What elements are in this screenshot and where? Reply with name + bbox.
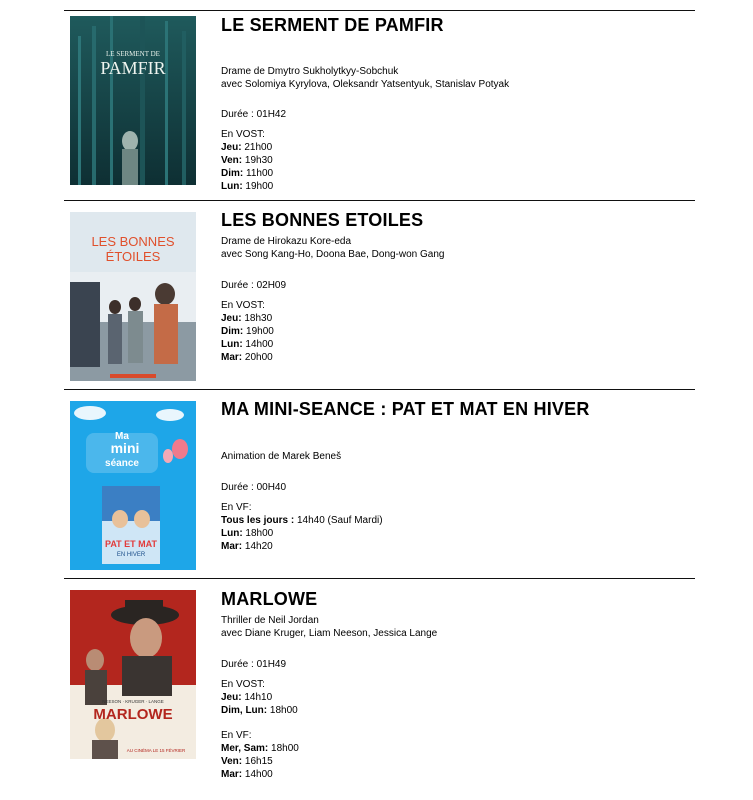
poster-subtitle2: EN HIVER [116, 552, 146, 558]
showtime-day: Jeu: [221, 142, 242, 153]
film-genre-director: Thriller de Neil Jordan [221, 615, 319, 626]
showtime-row [221, 325, 691, 338]
showtime-row [221, 312, 691, 325]
poster-title: MARLOWE [93, 706, 173, 723]
showtime-row [221, 141, 691, 154]
poster-image[interactable] [70, 590, 196, 759]
separator-rule [64, 200, 695, 201]
separator-rule [64, 10, 695, 11]
showtime-time: 19h30 [242, 155, 273, 166]
showtime-row [221, 154, 691, 167]
film-duration: Durée : 00H40 [221, 482, 287, 493]
showtime-day: Jeu: [221, 692, 242, 703]
film-title: LES BONNES ETOILES [221, 210, 424, 230]
showtime-day: Dim, Lun: [221, 705, 268, 716]
film-title: MA MINI-SEANCE : PAT ET MAT EN HIVER [221, 399, 590, 419]
showtime-day: Mer, Sam: [221, 743, 269, 754]
poster-title-line3: séance [105, 458, 139, 469]
showtime-time: 19h00 [243, 326, 274, 337]
showtime-time: 16h15 [242, 756, 273, 767]
showtime-time: 14h40 (Sauf Mardi) [294, 515, 383, 526]
film-cast: avec Solomiya Kyrylova, Oleksandr Yatsentyuk, Stanislav Potyak [221, 79, 510, 90]
film-title: LE SERMENT DE PAMFIR [221, 15, 444, 35]
showtime-time: 14h20 [242, 541, 273, 552]
showtime-time: 18h00 [267, 705, 298, 716]
film-version: En VOST: [221, 300, 265, 311]
showtime-day: Tous les jours : [221, 515, 295, 526]
showtime-day: Dim: [221, 326, 244, 337]
showtime-row [221, 351, 691, 364]
poster-image[interactable] [70, 16, 196, 185]
film-info [221, 588, 691, 781]
film-genre-director: Drame de Dmytro Sukholytkyy-Sobchuk [221, 66, 399, 77]
showtime-day: Ven: [221, 155, 243, 166]
showtime-day: Lun: [221, 339, 243, 350]
showtime-row [221, 704, 691, 717]
showtime-row [221, 167, 691, 180]
film-version: En VF: [221, 502, 252, 513]
poster-subtitle: PAT ET MAT [105, 539, 157, 549]
showtime-time: 11h00 [243, 168, 274, 179]
showtime-day: Dim: [221, 168, 244, 179]
showtime-time: 19h00 [242, 181, 274, 192]
showtime-row [221, 540, 691, 553]
showtime-row [221, 755, 691, 768]
showtime-row [221, 691, 691, 704]
poster-title-line1: LE SERMENT DE [106, 50, 160, 58]
showtime-day: Mar: [221, 541, 243, 552]
poster-image[interactable] [70, 212, 196, 381]
film-version-2: En VF: [221, 730, 252, 741]
poster-title-line2: PAMFIR [100, 58, 166, 78]
showtime-day: Jeu: [221, 313, 242, 324]
showtime-day: Mar: [221, 769, 243, 780]
film-info [221, 398, 691, 553]
separator-rule [64, 578, 695, 579]
showtime-day: Lun: [221, 181, 243, 192]
film-info [221, 209, 691, 364]
film-version: En VOST: [221, 129, 265, 140]
showtime-time: 18h00 [242, 528, 274, 539]
film-duration: Durée : 02H09 [221, 280, 287, 291]
film-duration: Durée : 01H49 [221, 659, 287, 670]
poster-date: AU CINÉMA LE 15 FÉVRIER [126, 748, 186, 753]
showtime-time: 18h30 [241, 313, 273, 324]
showtime-row [221, 514, 691, 527]
film-duration: Durée : 01H42 [221, 109, 287, 120]
film-info [221, 14, 691, 193]
showtime-time: 21h00 [241, 142, 273, 153]
film-cast: avec Diane Kruger, Liam Neeson, Jessica Lange [221, 628, 438, 639]
showtime-row [221, 527, 691, 540]
film-cast: avec Song Kang-Ho, Doona Bae, Dong-won Gang [221, 249, 445, 260]
poster-title-line1: LES BONNES [91, 234, 175, 249]
poster-cast: NEESON · KRUGER · LANGE [102, 699, 164, 704]
separator-rule [64, 389, 695, 390]
showtime-time: 20h00 [242, 352, 273, 363]
film-title: MARLOWE [221, 589, 318, 609]
poster-image[interactable] [70, 401, 196, 570]
showtime-row [221, 180, 691, 193]
showtime-day: Lun: [221, 528, 243, 539]
showtime-time: 14h00 [242, 769, 273, 780]
showtime-day: Mar: [221, 352, 243, 363]
film-genre-director: Animation de Marek Beneš [221, 451, 342, 462]
showtime-row [221, 768, 691, 781]
poster-title-line2: mini [110, 440, 140, 456]
poster-title-line1: Ma [115, 431, 129, 442]
showtime-row [221, 338, 691, 351]
showtime-day: Ven: [221, 756, 243, 767]
film-genre-director: Drame de Hirokazu Kore-eda [221, 236, 352, 247]
showtime-time: 18h00 [268, 743, 299, 754]
film-version: En VOST: [221, 679, 265, 690]
showtime-row [221, 742, 691, 755]
poster-title-line2: ÉTOILES [105, 249, 161, 264]
showtime-time: 14h10 [241, 692, 273, 703]
showtime-time: 14h00 [242, 339, 274, 350]
